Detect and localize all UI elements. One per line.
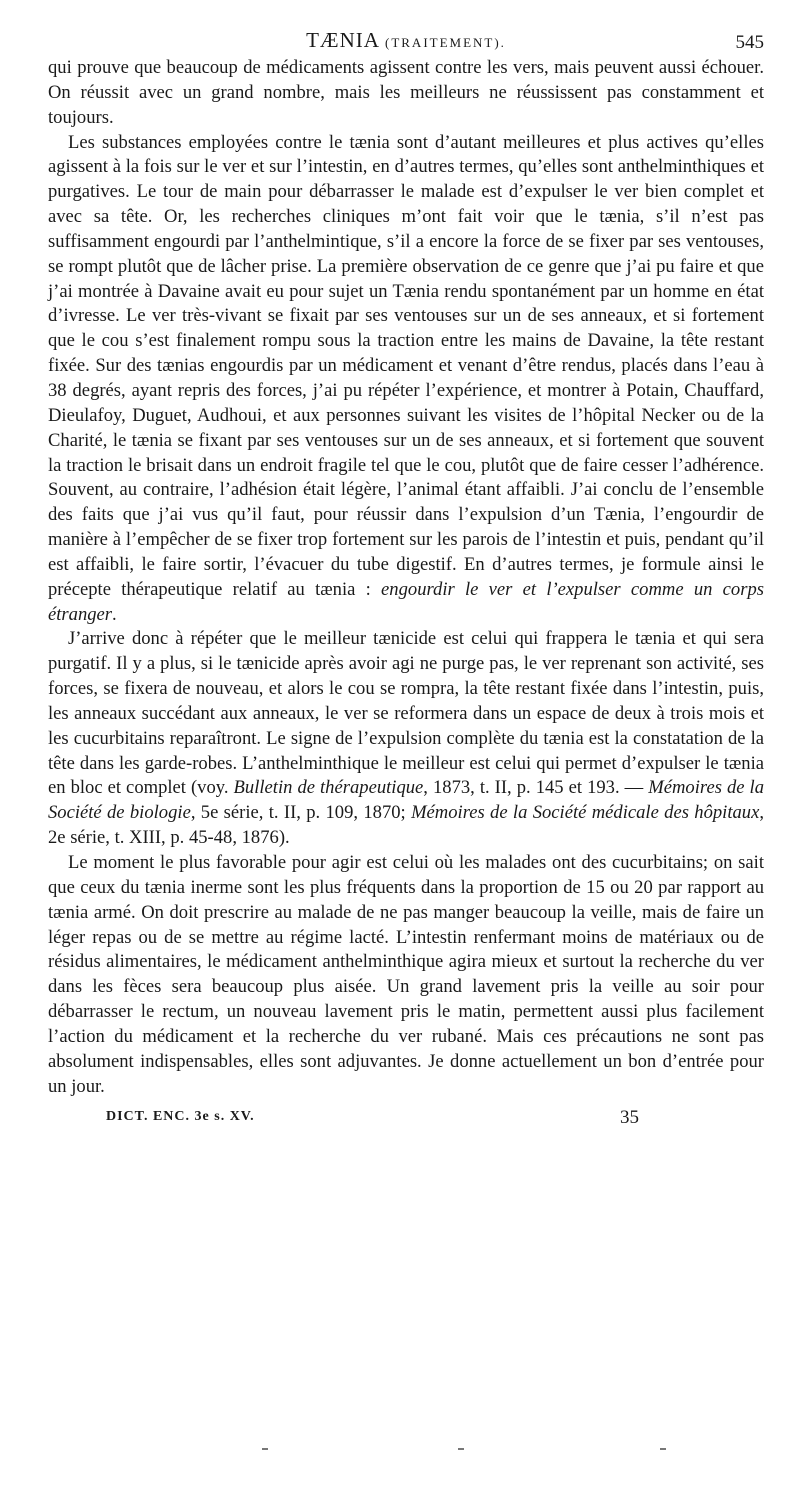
text-run: , 2e série, t. XIII, p. 45-48, 1876). <box>48 802 764 849</box>
body-paragraph <box>48 131 764 628</box>
text-run: , 1873, t. II, p. 145 et 193. — <box>423 777 649 799</box>
scan-mark <box>458 1448 464 1450</box>
document-page <box>48 22 764 1137</box>
text-run: , 5e série, t. II, p. 109, 1870; <box>190 802 412 824</box>
italic-run: engourdir le ver et l’expulser comme un corps étranger <box>48 578 764 625</box>
scan-mark <box>660 1448 666 1450</box>
running-title <box>48 28 764 53</box>
italic-run: Mémoires de la Société de biologie <box>48 777 764 824</box>
page-number: 545 <box>735 32 764 53</box>
italic-run: Bulletin de thérapeutique <box>233 777 424 799</box>
body-paragraph <box>48 627 764 851</box>
italic-run: Mémoires de la Société médicale des hôpitaux <box>411 802 760 824</box>
signature-mark: DICT. ENC. 3e s. XV. <box>106 1109 255 1125</box>
scan-marks <box>0 1448 800 1458</box>
page-footer <box>48 1103 764 1137</box>
text-run: J’arrive donc à répéter que le meilleur tænicide est celui qui frappera le tænia et qui sera purgatif. Il y a plus, si le tænicide après avoir agi ne purge pas, le ver reprenant son activité, ses forces, se fixera de nouveau, et alors le cou se rompra, la tête restant fixée dans l’intestin, puis, les anneaux succédant aux anneaux, le ver se reformera dans un espace de deux à trois mois et les cucurbitains reparaîtront. Le signe de l’expulsion complète du tænia est la constatation de la tête dans les garde-robes. L’anthelminthique le meilleur est celui qui permet d’expulser le tænia en bloc et complet (voy. <box>48 628 764 799</box>
text-run: . <box>112 603 117 625</box>
body-paragraph <box>48 56 764 131</box>
body-text <box>48 56 764 1099</box>
text-run: Les substances employées contre le tænia sont d’autant meilleures et plus actives qu’elles agissent à la fois sur le ver et sur l’intestin, en d’autres termes, qu’elles sont anthelminthiques et purgatives. Le tour de main pour débarrasser le malade est d’expulser le ver bien complet et avec sa tête. Or, les recherches cliniques m’ont fait voir que le tænia, s’il n’est pas suffisamment engourdi par l’anthelmintique, s’il a encore la force de se fixer par ses ventouses, se rompt plutôt que de lâcher prise. La première observation de ce genre que j’ai pu faire et que j’ai montrée à Davaine avait eu pour sujet un Tænia rendu spontanément par un homme en état d’ivresse. Le ver très-vivant se fixait par ses ventouses sur un de ses anneaux, et si fortement que le cou s’est finalement rompu sous la traction entre les mains de Davaine, la tête restant fixée. Sur des tænias engourdis par un médicament et venant d’être rendus, placés dans l’eau à 38 degrés, ayant repris des forces, j’ai pu répéter l’expérience, et montrer à Potain, Chauffard, Dieulafoy, Duguet, Audhoui, et aux personnes suivant les visites de l’hôpital Necker ou de la Charité, le tænia se fixant par ses ventouses sur un de ses anneaux, et si fortement que souvent la traction le brisait dans un endroit fragile tel que le cou, plutôt que de faire cesser l’adhérence. Souvent, au contraire, l’adhésion était légère, l’animal étant affaibli. J’ai conclu de l’ensemble des faits que j’ai vus qu’il faut, pour réussir dans l’expulsion d’un Tænia, l’engourdir de manière à l’empêcher de se fixer trop fortement sur les parois de l’intestin et puis, pendant qu’il est affaibli, le faire sortir, l’évacuer du tube digestif. En d’autres termes, je formule ainsi le précepte thérapeutique relatif au tænia : <box>48 131 764 600</box>
scan-mark <box>262 1448 268 1450</box>
running-title-main: TÆNIA <box>306 28 379 52</box>
signature-page-number: 35 <box>620 1107 639 1129</box>
text-run: Le moment le plus favorable pour agir est celui où les malades ont des cucurbitains; on sait que ceux du tænia inerme sont les plus fréquents dans la proportion de 15 ou 20 par rapport au tænia armé. On doit prescrire au malade de ne pas manger beaucoup la veille, mais de faire un léger repas ou de se mettre au régime lacté. L’intestin renfermant moins de matériaux ou de résidus alimentaires, le médicament anthelminthique agira mieux et surtout la recherche du ver dans les fèces sera beaucoup plus aisée. Un grand lavement pris la veille au soir pour débarrasser le rectum, un nouveau lavement pris le matin, permettent aussi plus facilement l’action du médicament et la recherche du ver rubané. Mais ces précautions ne sont pas absolument indispensables, elles sont adjuvantes. Je donne actuellement un bon d’entrée pour un jour. <box>48 852 764 1097</box>
text-run: qui prouve que beaucoup de médicaments agissent contre les vers, mais peuvent aussi échouer. On réussit avec un grand nombre, mais les meilleurs ne réussissent pas constamment et toujours. <box>48 57 764 128</box>
running-head <box>48 22 764 56</box>
body-paragraph <box>48 851 764 1099</box>
running-title-subtitle: (TRAITEMENT). <box>384 35 506 50</box>
